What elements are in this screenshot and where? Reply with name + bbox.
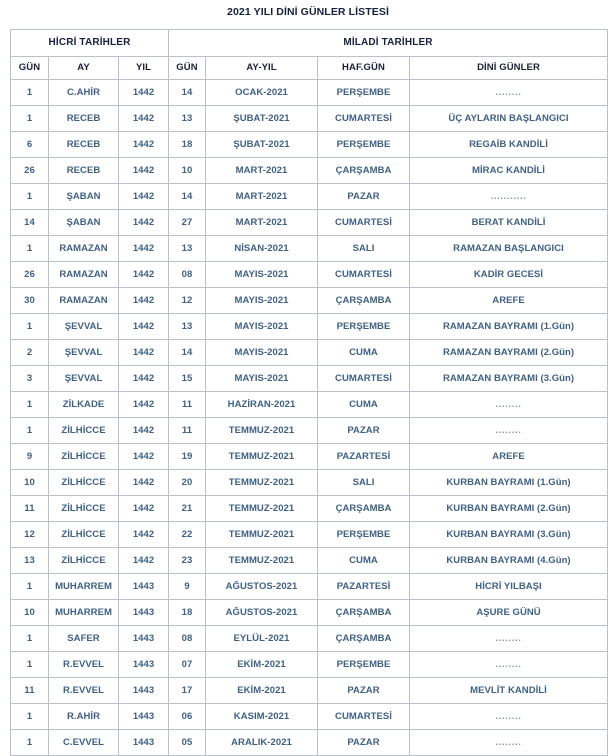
cell-haf-gun: SALI (318, 236, 410, 262)
cell-haf-gun: CUMARTESİ (318, 366, 410, 392)
cell-hicri-yil: 1443 (119, 730, 169, 756)
cell-hicri-yil: 1442 (119, 366, 169, 392)
page-title: 2021 YILI DİNİ GÜNLER LİSTESİ (227, 6, 389, 18)
column-header-dini-gunler: DİNİ GÜNLER (410, 57, 608, 80)
cell-dini-gun: AŞURE GÜNÜ (410, 600, 608, 626)
cell-dini-gun: RAMAZAN BAYRAMI (1.Gün) (410, 314, 608, 340)
cell-miladi-gun: 13 (169, 236, 206, 262)
cell-haf-gun: SALI (318, 470, 410, 496)
cell-dini-gun: KURBAN BAYRAMI (1.Gün) (410, 470, 608, 496)
cell-miladi-gun: 05 (169, 730, 206, 756)
cell-hicri-yil: 1442 (119, 80, 169, 106)
cell-dini-gun: HİCRİ YILBAŞI (410, 574, 608, 600)
cell-hicri-yil: 1443 (119, 600, 169, 626)
cell-hicri-ay: RECEB (49, 106, 119, 132)
placeholder-dots: ........ (495, 398, 522, 410)
cell-hicri-yil: 1442 (119, 184, 169, 210)
cell-hicri-ay: ZİLKADE (49, 392, 119, 418)
cell-haf-gun: PAZAR (318, 418, 410, 444)
cell-miladi-ay-yil: ŞUBAT-2021 (206, 106, 318, 132)
table-row (11, 80, 608, 106)
cell-hicri-ay: RAMAZAN (49, 288, 119, 314)
cell-hicri-gun: 30 (11, 288, 49, 314)
cell-miladi-ay-yil: AĞUSTOS-2021 (206, 574, 318, 600)
cell-dini-gun: MEVLİT KANDİLİ (410, 678, 608, 704)
cell-dini-gun: KURBAN BAYRAMI (2.Gün) (410, 496, 608, 522)
cell-hicri-gun: 26 (11, 158, 49, 184)
cell-hicri-ay: ZİLHİCCE (49, 522, 119, 548)
group-header-row (11, 30, 608, 57)
placeholder-dots: ........ (495, 424, 522, 436)
cell-hicri-gun: 1 (11, 652, 49, 678)
column-header-haf-gun: HAF.GÜN (318, 57, 410, 80)
cell-miladi-ay-yil: OCAK-2021 (206, 80, 318, 106)
cell-dini-gun: RAMAZAN BAYRAMI (2.Gün) (410, 340, 608, 366)
cell-hicri-gun: 1 (11, 704, 49, 730)
cell-haf-gun: PAZARTESİ (318, 574, 410, 600)
cell-haf-gun: ÇARŞAMBA (318, 626, 410, 652)
cell-dini-gun (410, 80, 608, 106)
cell-miladi-ay-yil: ŞUBAT-2021 (206, 132, 318, 158)
cell-hicri-gun: 1 (11, 730, 49, 756)
cell-haf-gun: PERŞEMBE (318, 314, 410, 340)
cell-miladi-gun: 21 (169, 496, 206, 522)
cell-haf-gun: PAZARTESİ (318, 444, 410, 470)
cell-miladi-gun: 11 (169, 418, 206, 444)
cell-miladi-gun: 15 (169, 366, 206, 392)
table-row (11, 626, 608, 652)
cell-miladi-gun: 11 (169, 392, 206, 418)
cell-dini-gun: REGAİB KANDİLİ (410, 132, 608, 158)
table-row (11, 132, 608, 158)
table-row (11, 678, 608, 704)
cell-dini-gun (410, 392, 608, 418)
cell-hicri-ay: C.EVVEL (49, 730, 119, 756)
cell-hicri-ay: ŞEVVAL (49, 340, 119, 366)
cell-miladi-gun: 17 (169, 678, 206, 704)
cell-miladi-gun: 18 (169, 132, 206, 158)
cell-hicri-gun: 2 (11, 340, 49, 366)
cell-miladi-ay-yil: MAYIS-2021 (206, 314, 318, 340)
cell-hicri-gun: 10 (11, 470, 49, 496)
cell-haf-gun: ÇARŞAMBA (318, 288, 410, 314)
column-header-row (11, 57, 608, 80)
cell-hicri-gun: 1 (11, 574, 49, 600)
cell-miladi-gun: 22 (169, 522, 206, 548)
cell-dini-gun (410, 418, 608, 444)
cell-hicri-ay: RECEB (49, 132, 119, 158)
cell-dini-gun (410, 730, 608, 756)
cell-hicri-ay: MUHARREM (49, 600, 119, 626)
cell-miladi-gun: 10 (169, 158, 206, 184)
cell-hicri-ay: ŞABAN (49, 210, 119, 236)
cell-miladi-ay-yil: TEMMUZ-2021 (206, 444, 318, 470)
table-head (11, 30, 608, 80)
cell-miladi-gun: 20 (169, 470, 206, 496)
cell-haf-gun: PERŞEMBE (318, 132, 410, 158)
cell-miladi-gun: 14 (169, 340, 206, 366)
column-header-miladi-gun: GÜN (169, 57, 206, 80)
cell-hicri-yil: 1442 (119, 132, 169, 158)
cell-dini-gun: BERAT KANDİLİ (410, 210, 608, 236)
cell-hicri-ay: ZİLHİCCE (49, 444, 119, 470)
religious-days-table-container (10, 29, 607, 756)
cell-hicri-ay: MUHARREM (49, 574, 119, 600)
cell-miladi-gun: 13 (169, 106, 206, 132)
table-row (11, 340, 608, 366)
cell-hicri-ay: RECEB (49, 158, 119, 184)
table-row (11, 366, 608, 392)
cell-dini-gun: AREFE (410, 444, 608, 470)
cell-miladi-gun: 14 (169, 80, 206, 106)
cell-miladi-ay-yil: KASIM-2021 (206, 704, 318, 730)
cell-miladi-ay-yil: AĞUSTOS-2021 (206, 600, 318, 626)
cell-miladi-ay-yil: MAYIS-2021 (206, 262, 318, 288)
table-row (11, 288, 608, 314)
table-row (11, 600, 608, 626)
table-row (11, 522, 608, 548)
cell-dini-gun: KURBAN BAYRAMI (4.Gün) (410, 548, 608, 574)
cell-miladi-gun: 27 (169, 210, 206, 236)
cell-dini-gun: ÜÇ AYLARIN BAŞLANGICI (410, 106, 608, 132)
cell-miladi-ay-yil: EKİM-2021 (206, 652, 318, 678)
cell-hicri-gun: 11 (11, 496, 49, 522)
cell-miladi-ay-yil: MAYIS-2021 (206, 340, 318, 366)
cell-miladi-gun: 08 (169, 262, 206, 288)
table-row (11, 106, 608, 132)
cell-hicri-ay: ŞABAN (49, 184, 119, 210)
cell-haf-gun: CUMA (318, 548, 410, 574)
cell-hicri-ay: R.EVVEL (49, 652, 119, 678)
cell-hicri-yil: 1442 (119, 236, 169, 262)
cell-hicri-gun: 26 (11, 262, 49, 288)
cell-hicri-yil: 1442 (119, 158, 169, 184)
cell-dini-gun: AREFE (410, 288, 608, 314)
table-row (11, 444, 608, 470)
cell-haf-gun: ÇARŞAMBA (318, 496, 410, 522)
cell-miladi-gun: 19 (169, 444, 206, 470)
cell-haf-gun: PERŞEMBE (318, 652, 410, 678)
cell-hicri-ay: ŞEVVAL (49, 366, 119, 392)
column-header-ay-yil: AY-YIL (206, 57, 318, 80)
cell-hicri-yil: 1442 (119, 418, 169, 444)
group-header-miladi: MİLADİ TARİHLER (169, 30, 608, 57)
cell-miladi-ay-yil: MAYIS-2021 (206, 288, 318, 314)
cell-miladi-ay-yil: NİSAN-2021 (206, 236, 318, 262)
cell-hicri-yil: 1442 (119, 548, 169, 574)
placeholder-dots: ........ (495, 86, 522, 98)
cell-hicri-yil: 1442 (119, 314, 169, 340)
cell-hicri-yil: 1442 (119, 470, 169, 496)
table-row (11, 262, 608, 288)
cell-dini-gun (410, 652, 608, 678)
cell-miladi-ay-yil: MART-2021 (206, 158, 318, 184)
cell-dini-gun (410, 626, 608, 652)
group-header-hicri: HİCRİ TARİHLER (11, 30, 169, 57)
cell-hicri-yil: 1443 (119, 678, 169, 704)
cell-hicri-yil: 1443 (119, 652, 169, 678)
cell-haf-gun: PERŞEMBE (318, 80, 410, 106)
cell-hicri-gun: 1 (11, 106, 49, 132)
table-row (11, 314, 608, 340)
table-row (11, 730, 608, 756)
cell-hicri-yil: 1442 (119, 210, 169, 236)
cell-dini-gun (410, 184, 608, 210)
cell-miladi-gun: 08 (169, 626, 206, 652)
placeholder-dots: ........ (495, 658, 522, 670)
cell-hicri-gun: 6 (11, 132, 49, 158)
cell-miladi-gun: 9 (169, 574, 206, 600)
cell-hicri-ay: RAMAZAN (49, 236, 119, 262)
cell-hicri-ay: C.AHİR (49, 80, 119, 106)
cell-hicri-gun: 1 (11, 314, 49, 340)
cell-dini-gun: KADİR GECESİ (410, 262, 608, 288)
cell-miladi-ay-yil: HAZİRAN-2021 (206, 392, 318, 418)
column-header-hicri-gun: GÜN (11, 57, 49, 80)
cell-miladi-ay-yil: EKİM-2021 (206, 678, 318, 704)
cell-haf-gun: CUMARTESİ (318, 210, 410, 236)
cell-haf-gun: CUMARTESİ (318, 704, 410, 730)
cell-hicri-yil: 1442 (119, 392, 169, 418)
table-row (11, 496, 608, 522)
cell-miladi-gun: 14 (169, 184, 206, 210)
cell-hicri-ay: ZİLHİCCE (49, 496, 119, 522)
cell-haf-gun: ÇARŞAMBA (318, 600, 410, 626)
placeholder-dots: ........ (495, 632, 522, 644)
placeholder-dots: ........... (490, 190, 527, 202)
cell-hicri-yil: 1442 (119, 288, 169, 314)
table-row (11, 158, 608, 184)
cell-hicri-yil: 1443 (119, 574, 169, 600)
placeholder-dots: ........ (495, 710, 522, 722)
cell-hicri-yil: 1442 (119, 340, 169, 366)
cell-hicri-gun: 1 (11, 626, 49, 652)
cell-miladi-ay-yil: TEMMUZ-2021 (206, 418, 318, 444)
cell-miladi-gun: 18 (169, 600, 206, 626)
cell-miladi-gun: 23 (169, 548, 206, 574)
cell-hicri-gun: 1 (11, 418, 49, 444)
cell-hicri-gun: 14 (11, 210, 49, 236)
cell-hicri-gun: 10 (11, 600, 49, 626)
cell-haf-gun: PERŞEMBE (318, 522, 410, 548)
cell-miladi-ay-yil: TEMMUZ-2021 (206, 470, 318, 496)
cell-miladi-ay-yil: TEMMUZ-2021 (206, 522, 318, 548)
cell-hicri-ay: ZİLHİCCE (49, 418, 119, 444)
cell-hicri-yil: 1442 (119, 522, 169, 548)
religious-days-table (10, 29, 608, 756)
cell-hicri-gun: 9 (11, 444, 49, 470)
cell-haf-gun: ÇARŞAMBA (318, 158, 410, 184)
cell-hicri-gun: 1 (11, 236, 49, 262)
cell-hicri-yil: 1442 (119, 262, 169, 288)
cell-miladi-ay-yil: MART-2021 (206, 210, 318, 236)
table-row (11, 470, 608, 496)
column-header-hicri-ay: AY (49, 57, 119, 80)
cell-hicri-yil: 1443 (119, 626, 169, 652)
cell-miladi-gun: 06 (169, 704, 206, 730)
cell-haf-gun: PAZAR (318, 678, 410, 704)
table-row (11, 184, 608, 210)
table-row (11, 392, 608, 418)
table-row (11, 210, 608, 236)
cell-hicri-gun: 1 (11, 184, 49, 210)
cell-miladi-ay-yil: ARALIK-2021 (206, 730, 318, 756)
cell-hicri-gun: 1 (11, 392, 49, 418)
cell-hicri-gun: 11 (11, 678, 49, 704)
cell-haf-gun: PAZAR (318, 730, 410, 756)
cell-hicri-ay: ZİLHİCCE (49, 548, 119, 574)
cell-hicri-gun: 12 (11, 522, 49, 548)
cell-dini-gun: KURBAN BAYRAMI (3.Gün) (410, 522, 608, 548)
cell-haf-gun: CUMA (318, 340, 410, 366)
cell-dini-gun: RAMAZAN BAYRAMI (3.Gün) (410, 366, 608, 392)
cell-miladi-ay-yil: EYLÜL-2021 (206, 626, 318, 652)
cell-miladi-ay-yil: TEMMUZ-2021 (206, 548, 318, 574)
cell-haf-gun: CUMA (318, 392, 410, 418)
cell-hicri-ay: ZİLHİCCE (49, 470, 119, 496)
table-row (11, 236, 608, 262)
cell-hicri-gun: 3 (11, 366, 49, 392)
cell-dini-gun: RAMAZAN BAŞLANGICI (410, 236, 608, 262)
cell-hicri-gun: 1 (11, 80, 49, 106)
cell-miladi-gun: 13 (169, 314, 206, 340)
cell-haf-gun: PAZAR (318, 184, 410, 210)
cell-miladi-ay-yil: MART-2021 (206, 184, 318, 210)
cell-dini-gun: MİRAC KANDİLİ (410, 158, 608, 184)
cell-miladi-gun: 12 (169, 288, 206, 314)
cell-miladi-ay-yil: MAYIS-2021 (206, 366, 318, 392)
cell-haf-gun: CUMARTESİ (318, 262, 410, 288)
table-row (11, 548, 608, 574)
placeholder-dots: ........ (495, 736, 522, 748)
column-header-hicri-yil: YIL (119, 57, 169, 80)
cell-miladi-gun: 07 (169, 652, 206, 678)
table-row (11, 704, 608, 730)
cell-dini-gun (410, 704, 608, 730)
table-row (11, 418, 608, 444)
cell-hicri-yil: 1442 (119, 496, 169, 522)
cell-haf-gun: CUMARTESİ (318, 106, 410, 132)
cell-hicri-ay: R.AHİR (49, 704, 119, 730)
cell-hicri-ay: RAMAZAN (49, 262, 119, 288)
table-row (11, 652, 608, 678)
cell-hicri-gun: 13 (11, 548, 49, 574)
table-row (11, 574, 608, 600)
cell-hicri-ay: SAFER (49, 626, 119, 652)
cell-hicri-yil: 1443 (119, 704, 169, 730)
cell-miladi-ay-yil: TEMMUZ-2021 (206, 496, 318, 522)
cell-hicri-yil: 1442 (119, 444, 169, 470)
cell-hicri-ay: ŞEVVAL (49, 314, 119, 340)
table-body (11, 80, 608, 756)
cell-hicri-ay: R.EVVEL (49, 678, 119, 704)
cell-hicri-yil: 1442 (119, 106, 169, 132)
